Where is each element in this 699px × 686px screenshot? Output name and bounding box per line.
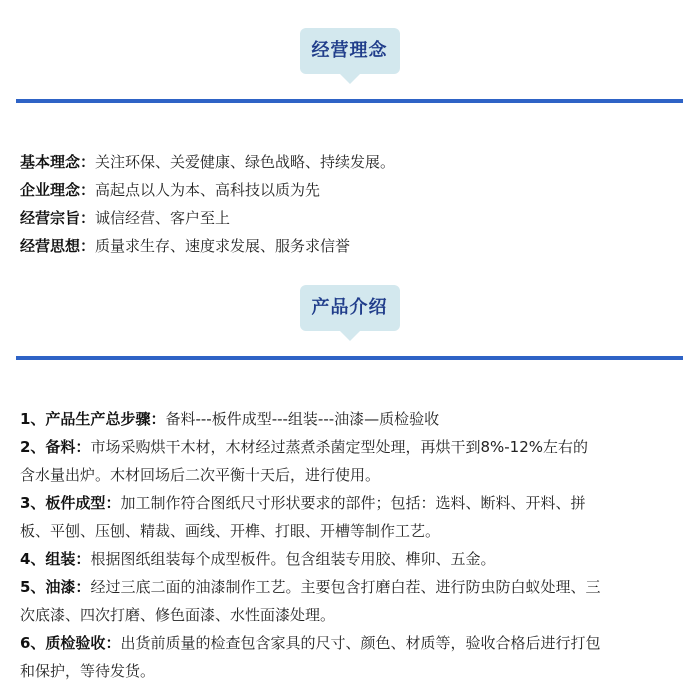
- section-divider-products: [16, 356, 683, 360]
- philosophy-item-enterprise: [20, 176, 680, 204]
- product-item-5-cont: 次底漆、四次打磨、修色面漆、水性面漆处理。: [20, 606, 336, 624]
- section-header-products: [0, 285, 699, 331]
- item-label: 企业理念：: [20, 181, 96, 199]
- section-header-philosophy: [0, 28, 699, 74]
- item-label: 3、板件成型：: [20, 494, 121, 512]
- item-text: 备料---板件成型---组装---油漆—质检验收: [165, 410, 440, 428]
- item-label: 1、产品生产总步骤：: [20, 410, 166, 428]
- item-label: 经营思想：: [20, 237, 96, 255]
- item-label: 基本理念：: [20, 153, 96, 171]
- philosophy-item-tenet: [20, 204, 680, 232]
- section-title-philosophy: 经营理念: [300, 28, 400, 74]
- product-item-3: [20, 489, 680, 517]
- products-list: [20, 405, 680, 685]
- item-text: 关注环保、关爱健康、绿色战略、持续发展。: [95, 153, 396, 171]
- item-text: 市场采购烘干木材，木材经过蒸煮杀菌定型处理，再烘干到8%-12%左右的: [90, 438, 588, 456]
- item-text: 根据图纸组装每个成型板件。包含组装专用胶、榫卯、五金。: [90, 550, 496, 568]
- item-text: 高起点以人为本、高科技以质为先: [95, 181, 321, 199]
- product-item-5: [20, 573, 680, 601]
- product-item-3-cont: 板、平刨、压刨、精裁、画线、开榫、打眼、开槽等制作工艺。: [20, 522, 441, 540]
- item-label: 2、备料：: [20, 438, 91, 456]
- philosophy-list: [20, 148, 680, 260]
- product-item-6-cont: 和保护，等待发货。: [20, 662, 156, 680]
- product-item-6: [20, 629, 680, 657]
- item-text: 经过三底二面的油漆制作工艺。主要包含打磨白茬、进行防虫防白蚁处理、三: [90, 578, 601, 596]
- product-item-2: [20, 433, 680, 461]
- item-text: 质量求生存、速度求发展、服务求信誉: [95, 237, 351, 255]
- product-item-4: [20, 545, 680, 573]
- item-text: 加工制作符合图纸尺寸形状要求的部件；包括：选料、断料、开料、拼: [120, 494, 586, 512]
- item-label: 5、油漆：: [20, 578, 91, 596]
- philosophy-item-thought: [20, 232, 680, 260]
- philosophy-item-basic: [20, 148, 680, 176]
- item-label: 经营宗旨：: [20, 209, 96, 227]
- product-item-1: [20, 405, 680, 433]
- section-divider-philosophy: [16, 99, 683, 103]
- item-label: 6、质检验收：: [20, 634, 121, 652]
- section-title-products: 产品介绍: [300, 285, 400, 331]
- item-text: 诚信经营、客户至上: [95, 209, 231, 227]
- item-text: 出货前质量的检查包含家具的尺寸、颜色、材质等，验收合格后进行打包: [120, 634, 601, 652]
- product-item-2-cont: 含水量出炉。木材回场后二次平衡十天后，进行使用。: [20, 466, 381, 484]
- item-label: 4、组装：: [20, 550, 91, 568]
